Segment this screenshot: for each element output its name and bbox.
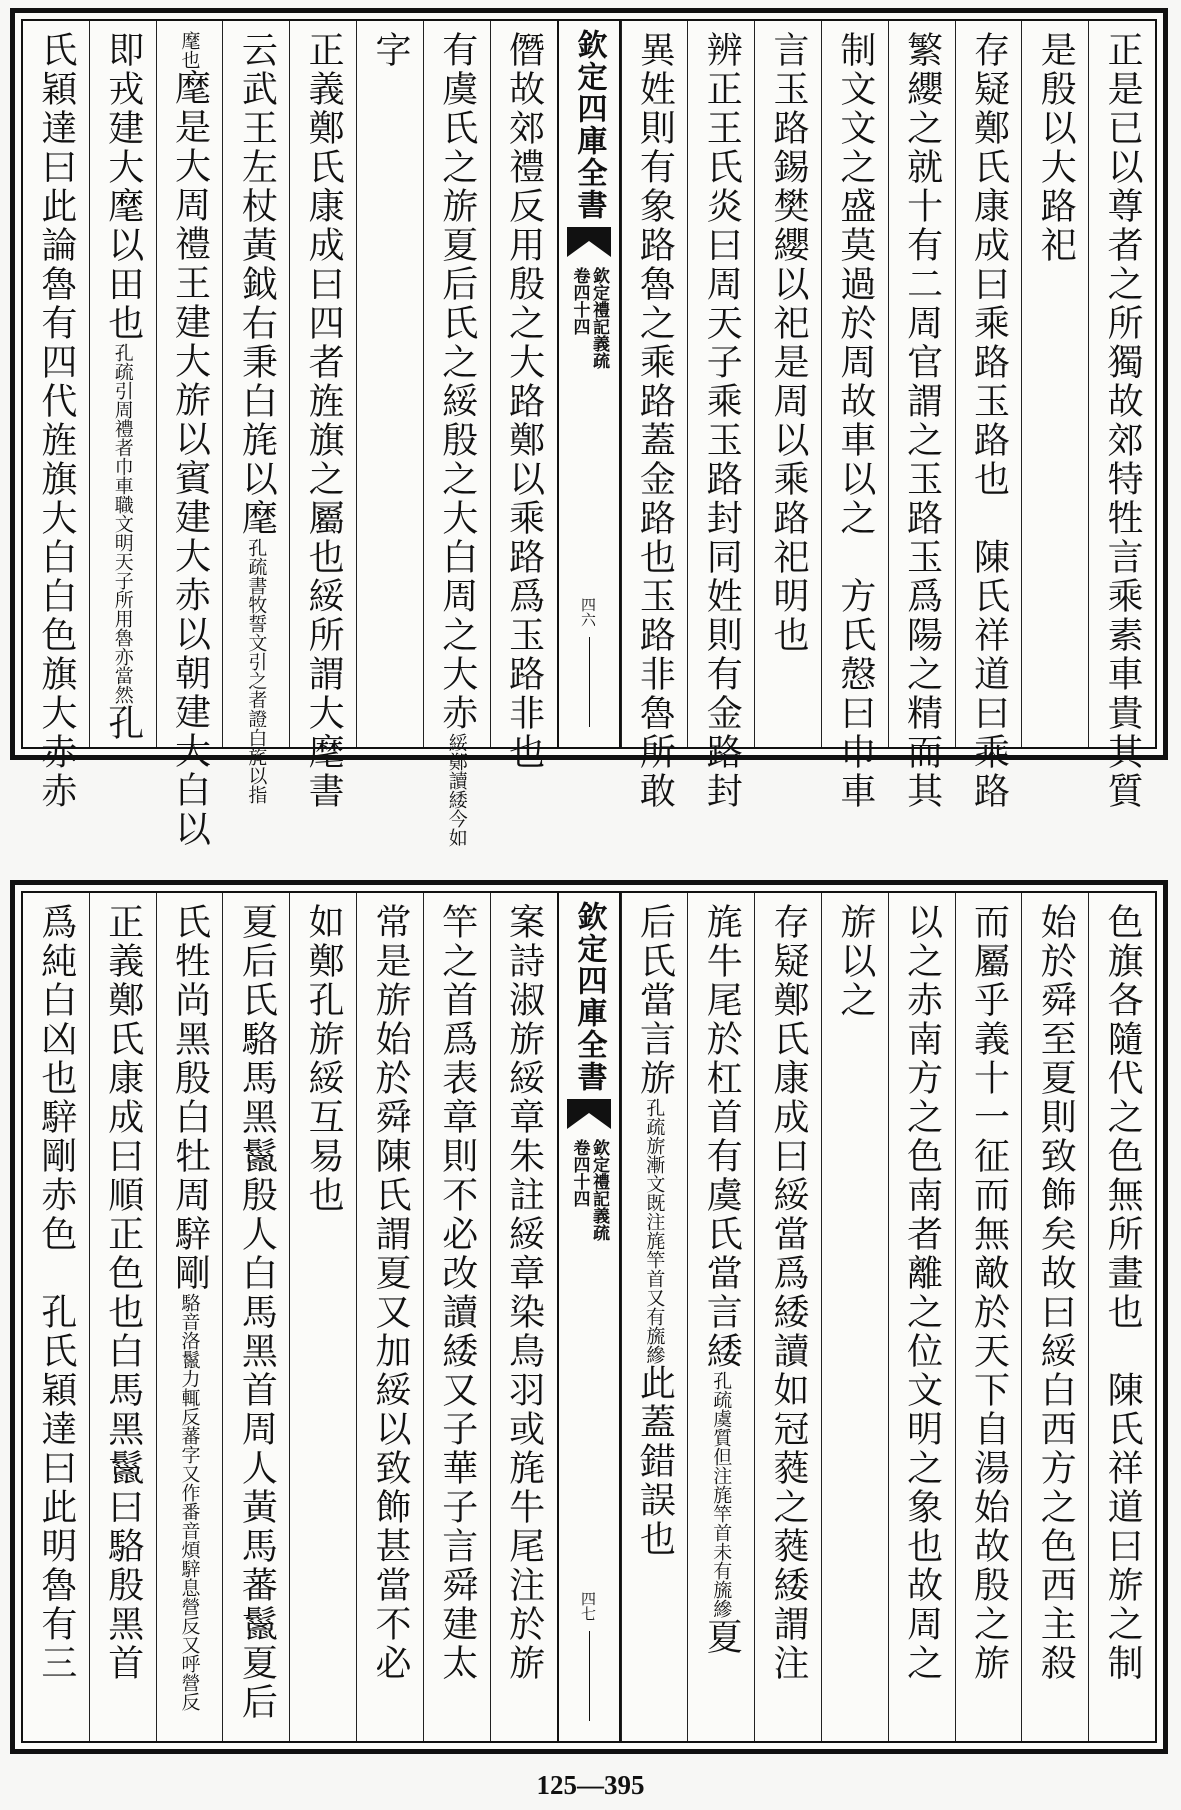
column-text — [102, 893, 144, 1741]
main-text: 案詩淑旂綏章朱註綏章染鳥羽或旄牛尾注於旂 — [503, 903, 545, 1683]
main-text: 正義鄭氏康成曰順正色也白馬黑鬣曰駱殷黑首 — [102, 903, 144, 1683]
column-text — [1102, 893, 1144, 1741]
annotation-line: 孔疏虞質但注旄 — [710, 1371, 733, 1504]
main-text: 是殷以大路祀 — [1035, 31, 1077, 265]
top-page-panel — [10, 8, 1168, 849]
column-text — [102, 21, 144, 747]
main-text: 字 — [369, 31, 411, 70]
column-text — [35, 21, 77, 811]
column-text — [1035, 893, 1077, 1741]
main-text: 存疑鄭氏康成曰乘路玉路也 陳氏祥道曰乘路 — [968, 31, 1010, 811]
annotation-line: 也 — [178, 50, 201, 69]
column-text — [169, 893, 211, 1741]
main-text-continued: 此蓋錯誤也 — [634, 1364, 676, 1559]
column-text — [634, 893, 676, 1741]
head-annotation — [179, 31, 201, 69]
main-text: 夏后氏駱馬黑鬣殷人白馬黑首周人黃馬蕃鬣夏后 — [236, 903, 278, 1722]
text-column — [687, 893, 754, 1741]
column-text — [303, 893, 345, 1741]
interlinear-annotation — [245, 538, 267, 804]
main-text-continued: 夏 — [701, 1618, 743, 1657]
text-column — [23, 893, 89, 1741]
column-text — [169, 21, 211, 849]
main-text: 正是已以尊者之所獨故郊特牲言乘素車貴其質 — [1102, 31, 1144, 811]
subtitle-line: 欽定禮記義疏 — [589, 1139, 610, 1241]
text-column — [423, 893, 490, 1741]
annotation-line: 竿首未有旒縿 — [710, 1504, 733, 1618]
interlinear-annotation — [643, 1098, 665, 1364]
text-column — [1021, 21, 1088, 747]
column-text — [436, 893, 478, 1741]
column-text — [768, 21, 810, 747]
leaf-number: 四七 — [579, 1591, 597, 1621]
column-text — [503, 893, 545, 1741]
main-text: 爲純白凶也騂剛赤色 孔氏穎達曰此明魯有三 — [35, 903, 77, 1683]
interlinear-annotation — [112, 343, 134, 704]
annotation-line: 駱音洛鬣力輒反蕃字又作 — [178, 1293, 201, 1502]
column-text — [236, 893, 278, 1741]
fold-line — [589, 1631, 590, 1721]
text-column — [687, 21, 754, 811]
text-column — [754, 893, 821, 1741]
interlinear-annotation — [179, 1293, 201, 1711]
text-column — [156, 893, 223, 1741]
bottom-page-columns — [21, 891, 1157, 1743]
column-text — [436, 21, 478, 847]
subtitle-line: 欽定禮記義疏 — [589, 267, 610, 369]
text-column — [1088, 21, 1155, 811]
column-text — [901, 21, 943, 811]
main-text: 異姓則有象路魯之乘路蓋金路也玉路非魯所敢 — [634, 31, 676, 811]
text-column — [156, 21, 223, 849]
main-text: 氏牲尚黑殷白牡周騂剛 — [169, 903, 211, 1293]
fold-line — [589, 637, 590, 727]
fishtail-mark-icon — [567, 227, 611, 261]
subtitle-line: 卷四十四 — [569, 1139, 590, 1207]
annotation-line: 之者證白旄以指 — [245, 671, 268, 804]
column-text — [634, 21, 676, 811]
main-text: 以之赤南方之色南者離之位文明之象也故周之 — [901, 903, 943, 1683]
column-text — [768, 893, 810, 1741]
annotation-line: 孔疏引周禮者巾車職文 — [111, 343, 134, 533]
text-column — [821, 893, 888, 1741]
volume-subtitle — [569, 1139, 608, 1241]
main-text: 正義鄭氏康成曰四者旌旗之屬也綏所謂大麾書 — [303, 31, 345, 811]
text-column — [621, 21, 688, 811]
annotation-line: 綏鄭讀 — [445, 733, 468, 790]
main-text: 如鄭孔旂綏互易也 — [303, 903, 345, 1215]
main-text: 色旗各隨代之色無所畫也 陳氏祥道曰旂之制 — [1102, 903, 1144, 1683]
volume-subtitle — [569, 267, 608, 369]
column-text — [503, 21, 545, 772]
bottom-page-panel — [10, 880, 1168, 1754]
annotation-line: 孔疏旂漸文既注 — [643, 1098, 666, 1231]
text-column — [89, 21, 156, 747]
main-text: 常是旂始於舜陳氏謂夏又加綏以致飾甚當不必 — [369, 903, 411, 1683]
text-column — [356, 893, 423, 1741]
column-text — [236, 21, 278, 804]
annotation-line: 旄竿首又有旒縿 — [643, 1231, 666, 1364]
center-fold-column — [557, 21, 621, 747]
annotation-line: 明天子所用魯亦當然 — [111, 533, 134, 704]
fishtail-mark-icon — [567, 1099, 611, 1133]
annotation-line: 緌今如 — [445, 790, 468, 847]
main-text: 辨正王氏炎曰周天子乘玉路封同姓則有金路封 — [701, 31, 743, 811]
main-text: 制文文之盛莫過於周故車以之 方氏慤曰巾車 — [834, 31, 876, 811]
column-text — [834, 21, 876, 811]
text-column — [888, 893, 955, 1741]
main-text-continued: 孔 — [102, 704, 144, 743]
text-column — [289, 21, 356, 811]
column-text — [834, 893, 876, 1741]
center-fold-column — [557, 893, 621, 1741]
interlinear-annotation — [710, 1371, 732, 1618]
text-column — [1088, 893, 1155, 1741]
text-column — [289, 893, 356, 1741]
text-column — [89, 893, 156, 1741]
text-column — [490, 21, 557, 772]
page-number: 125—395 — [536, 1770, 645, 1800]
text-column — [754, 21, 821, 747]
annotation-line: 番音煩騂息營反又呼營反 — [178, 1502, 201, 1711]
column-text — [968, 21, 1010, 811]
main-text: 繁纓之就十有二周官謂之玉路玉爲陽之精而其 — [901, 31, 943, 811]
column-text — [369, 893, 411, 1741]
column-text — [701, 893, 743, 1741]
top-page-columns — [21, 19, 1157, 849]
main-text: 即戎建大麾以田也 — [102, 31, 144, 343]
main-text: 有虞氏之旂夏后氏之綏殷之大白周之大赤 — [436, 31, 478, 733]
text-column — [222, 893, 289, 1741]
main-text: 而屬乎義十一征而無敵於天下自湯始故殷之旂 — [968, 903, 1010, 1683]
column-text — [303, 21, 345, 811]
text-column — [356, 21, 423, 747]
text-column — [23, 21, 89, 811]
text-column — [621, 893, 688, 1741]
text-column — [490, 893, 557, 1741]
text-column — [888, 21, 955, 811]
text-column — [955, 893, 1022, 1741]
interlinear-annotation — [446, 733, 468, 847]
column-text — [35, 893, 77, 1741]
text-column — [222, 21, 289, 804]
annotation-line: 孔疏書牧誓文引 — [245, 538, 268, 671]
subtitle-line: 卷四十四 — [569, 267, 590, 335]
main-text: 氏穎達曰此論魯有四代旌旗大白白色旗大赤赤 — [35, 31, 77, 811]
main-text: 竿之首爲表章則不必改讀緌又子華子言舜建太 — [436, 903, 478, 1683]
main-text: 后氏當言旂 — [634, 903, 676, 1098]
column-text — [369, 21, 411, 747]
text-column — [955, 21, 1022, 811]
column-text — [701, 21, 743, 811]
main-text: 旂以之 — [834, 903, 876, 1020]
main-text: 云武王左杖黃鉞右秉白旄以麾 — [236, 31, 278, 538]
column-text — [901, 893, 943, 1741]
column-text — [968, 893, 1010, 1741]
column-text — [1035, 21, 1077, 747]
book-title: 欽定四庫全書 — [571, 901, 607, 1093]
main-text: 麾是大周禮王建大旂以賓建大赤以朝建大白以 — [169, 69, 211, 849]
text-column — [423, 21, 490, 847]
main-text: 言玉路錫樊纓以祀是周以乘路祀明也 — [768, 31, 810, 655]
main-text: 存疑鄭氏康成曰綏當爲緌讀如冠蕤之蕤緌謂注 — [768, 903, 810, 1683]
annotation-line: 麾 — [178, 31, 201, 50]
column-text — [1102, 21, 1144, 811]
main-text: 僭故郊禮反用殷之大路鄭以乘路爲玉路非也 — [503, 31, 545, 772]
text-column — [821, 21, 888, 811]
text-column — [1021, 893, 1088, 1741]
main-text: 始於舜至夏則致飾矣故曰綏白西方之色西主殺 — [1035, 903, 1077, 1683]
main-text: 旄牛尾於杠首有虞氏當言緌 — [701, 903, 743, 1371]
leaf-number: 四六 — [579, 597, 597, 627]
book-title: 欽定四庫全書 — [571, 29, 607, 221]
